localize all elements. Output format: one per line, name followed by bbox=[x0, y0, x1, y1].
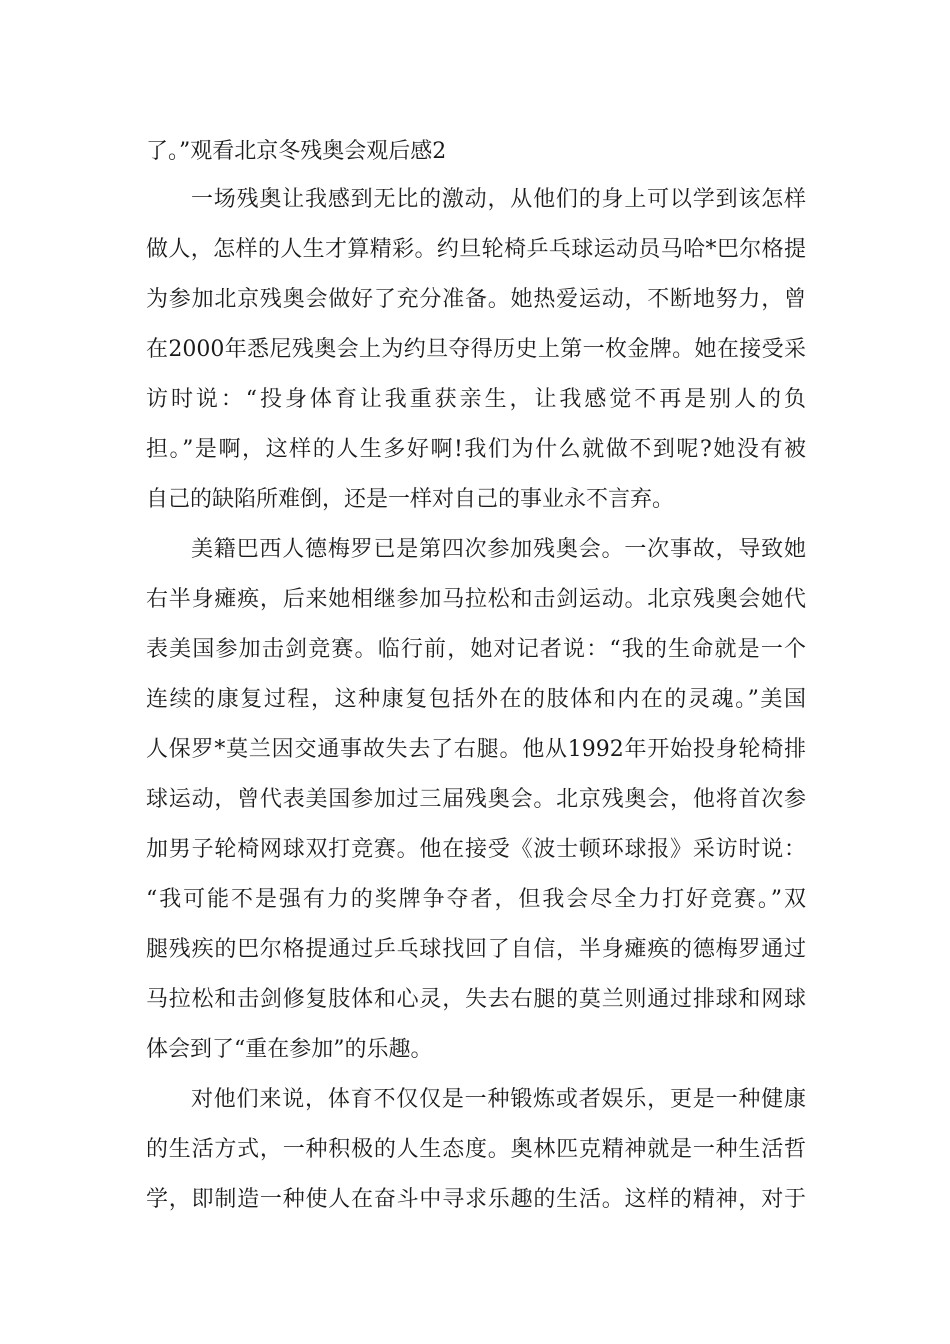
text-line: 连续的康复过程，这种康复包括外在的肢体和内在的灵魂。”美国 bbox=[146, 687, 806, 712]
paragraph-first-line: 一场残奥让我感到无比的激动，从他们的身上可以学到该怎样 bbox=[191, 187, 806, 212]
text-line: 腿残疾的巴尔格提通过乒乓球找回了自信，半身瘫痪的德梅罗通过 bbox=[146, 937, 806, 962]
text-line: 担。”是啊，这样的人生多好啊!我们为什么就做不到呢?她没有被 bbox=[146, 437, 806, 462]
paragraph-first-line: 对他们来说，体育不仅仅是一种锻炼或者娱乐，更是一种健康 bbox=[191, 1087, 806, 1112]
text-line: 人保罗*莫兰因交通事故失去了右腿。他从1992年开始投身轮椅排 bbox=[146, 737, 806, 762]
text-line: 球运动，曾代表美国参加过三届残奥会。北京残奥会，他将首次参 bbox=[146, 787, 806, 812]
text-line: 右半身瘫痪，后来她相继参加马拉松和击剑运动。北京残奥会她代 bbox=[146, 587, 806, 612]
text-line: 加男子轮椅网球双打竞赛。他在接受《波士顿环球报》采访时说： bbox=[146, 837, 806, 862]
text-line: 为参加北京残奥会做好了充分准备。她热爱运动，不断地努力，曾 bbox=[146, 287, 806, 312]
text-line: 学，即制造一种使人在奋斗中寻求乐趣的生活。这样的精神，对于 bbox=[146, 1187, 806, 1212]
paragraph-first-line: 美籍巴西人德梅罗已是第四次参加残奥会。一次事故，导致她 bbox=[191, 537, 806, 562]
text-line: 做人，怎样的人生才算精彩。约旦轮椅乒乓球运动员马哈*巴尔格提 bbox=[146, 237, 806, 262]
text-line: 访时说：“投身体育让我重获亲生，让我感觉不再是别人的负 bbox=[146, 387, 806, 412]
text-line: “我可能不是强有力的奖牌争夺者，但我会尽全力打好竞赛。”双 bbox=[146, 887, 806, 912]
text-line: 表美国参加击剑竞赛。临行前，她对记者说：“我的生命就是一个 bbox=[146, 637, 806, 662]
text-line: 自己的缺陷所难倒，还是一样对自己的事业永不言弃。 bbox=[146, 487, 675, 512]
text-line: 的生活方式，一种积极的人生态度。奥林匹克精神就是一种生活哲 bbox=[146, 1137, 806, 1162]
text-line: 在2000年悉尼残奥会上为约旦夺得历史上第一枚金牌。她在接受采 bbox=[146, 337, 806, 362]
text-line: 马拉松和击剑修复肢体和心灵，失去右腿的莫兰则通过排球和网球 bbox=[146, 987, 806, 1012]
text-line: 了。”观看北京冬残奥会观后感2 bbox=[146, 139, 447, 164]
text-line: 体会到了“重在参加”的乐趣。 bbox=[146, 1037, 433, 1062]
